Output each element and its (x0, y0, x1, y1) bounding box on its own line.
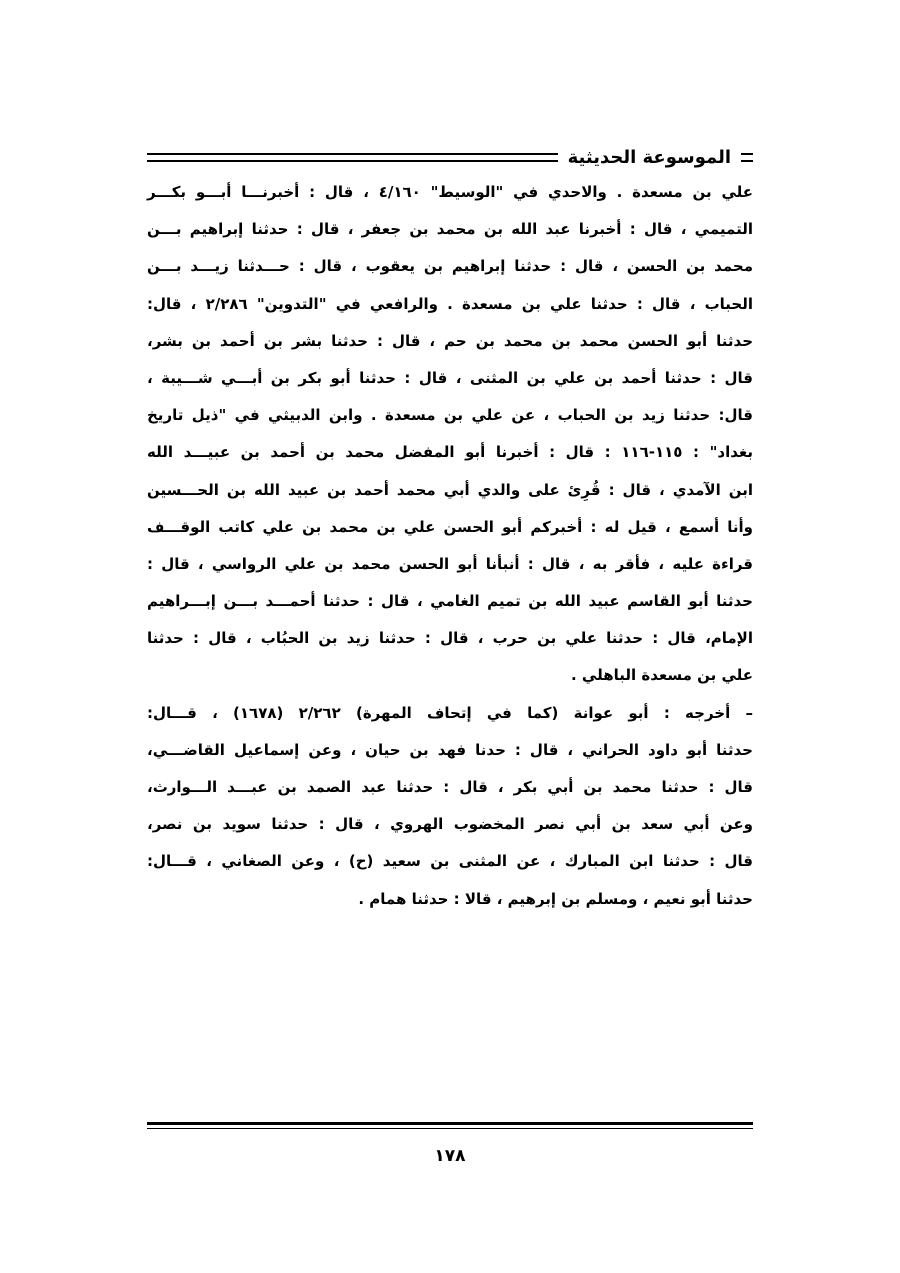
text-line: الحباب ، قال : حدثنا علي بن مسعدة . والرافعي في "التدوين" ٢/٢٨٦ ، قال: (147, 294, 753, 313)
text-line: قال : حدثنا أحمد بن علي بن المثنى ، قال : حدثنا أبو بكر بن أبـــي شـــيبة ، (147, 368, 753, 387)
text-line: قال : حدثنا ابن المبارك ، عن المثنى بن سعيد (ح) ، وعن الصغاني ، قـــال: (147, 852, 753, 871)
text-line: وعن أبي سعد بن أبي نصر المخضوب الهروي ، قال : حدثنا سويد بن نصر، (147, 815, 753, 834)
text-line: الإمام، قال : حدثنا علي بن حرب ، قال : حدثنا زيد بن الحبُاب ، قال : حدثنا (147, 629, 753, 648)
header-title: الموسوعة الحديثية (567, 146, 731, 168)
text-line: حدثنا أبو القاسم عبيد الله بن تميم الغامي ، قال : حدثنا أحمـــد بـــن إبـــراهيم (147, 592, 753, 611)
header-rule-short (741, 153, 753, 162)
text-line: – أخرجه : أبو عوانة (كما في إتحاف المهرة) ٢/٢٦٢ (١٦٧٨) ، قـــال: (147, 703, 753, 722)
paragraph (147, 695, 753, 918)
text-line: قراءة عليه ، فأقر به ، قال : أنبأنا أبو الحسن محمد بن علي الرواسي ، قال : (147, 554, 753, 573)
text-line: محمد بن الحسن ، قال : حدثنا إبراهيم بن يعقوب ، قال : حـــدثنا زيـــد بـــن (147, 257, 753, 276)
page-number: ١٧٨ (434, 1146, 466, 1166)
text-line: التميمي ، قال : أخبرنا عبد الله بن محمد بن جعفر ، قال : حدثنا إبراهيم بـــن (147, 220, 753, 239)
text-line: علي بن مسعدة . والاحدي في "الوسيط" ٤/١٦٠ ، قال : أخبرنـــا أبـــو بكـــر (147, 183, 753, 201)
paragraph (147, 174, 753, 695)
text-line: علي بن مسعدة الباهلي . (570, 666, 753, 685)
text-line: ابن الآمدي ، قال : قُرِئ على والدي أبي محمد أحمد بن عبيد الله بن الحـــسين (147, 480, 753, 499)
text-line: وأنا أسمع ، قيل له : أخبركم أبو الحسن علي بن محمد بن علي كاتب الوقـــف (147, 517, 753, 536)
text-line: حدثنا أبو الحسن محمد بن محمد بن حم ، قال : حدثنا بشر بن أحمد بن بشر، (147, 331, 753, 350)
footer-rule-thick (147, 1122, 753, 1125)
body-text (147, 174, 753, 918)
footer-rule-thin (147, 1128, 753, 1129)
text-line: حدثنا أبو نعيم ، ومسلم بن إبرهيم ، قالا : حدثنا همام . (358, 889, 753, 908)
header-rule-long (147, 153, 558, 162)
text-line: قال: حدثنا زيد بن الحباب ، عن علي بن مسعدة . وابن الدبيثي في "ذيل تاريخ (147, 406, 753, 425)
text-line: بغداد" : ١١٥-١١٦ : قال : أخبرنا أبو المفضل محمد بن أحمد بن عبيـــد الله (147, 443, 753, 462)
footer-rule (147, 1122, 753, 1129)
text-line: قال : حدثنا محمد بن أبي بكر ، قال : حدثنا عبد الصمد بن عبـــد الـــوارث، (147, 778, 753, 796)
running-header (147, 140, 753, 174)
text-line: حدثنا أبو داود الحراني ، قال : حدنا فهد بن حيان ، وعن إسماعيل القاضـــي، (147, 740, 753, 759)
